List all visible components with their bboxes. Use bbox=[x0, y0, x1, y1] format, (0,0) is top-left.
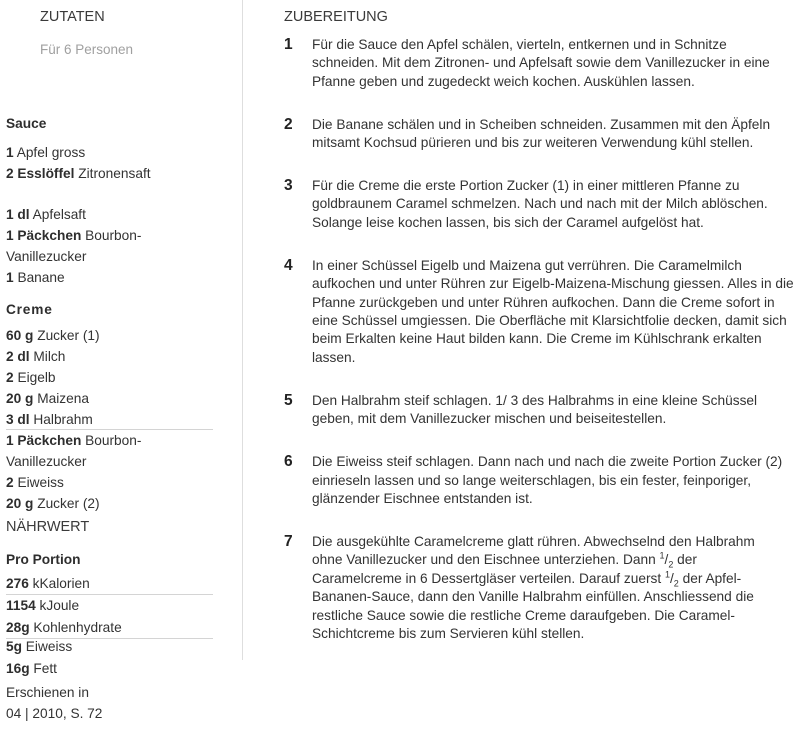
ingredient-amount: 60 g bbox=[6, 327, 34, 343]
ingredient-item bbox=[6, 472, 213, 493]
step-7 bbox=[284, 533, 798, 643]
ingredient-name: Bourbon-Vanillezucker bbox=[6, 432, 142, 469]
nutrition-title: NÄHRWERT bbox=[6, 518, 90, 535]
step-line: restliche Sauce sowie die restliche Creme daraufgeben. Die Caramel- bbox=[312, 607, 735, 623]
ingredient-amount: 3 dl bbox=[6, 411, 30, 427]
preparation-title: ZUBEREITUNG bbox=[284, 9, 388, 25]
step-line: goldbraunem Caramel schmelzen. Nach und nach mit der Milch ablöschen. bbox=[312, 196, 768, 212]
fraction-slash: / bbox=[664, 552, 669, 568]
step-line: Pfanne zurückgeben und unter Rühren aufkochen. Dann die Creme sofort in bbox=[312, 294, 775, 310]
step-6 bbox=[284, 453, 798, 508]
line-text: der Apfel- bbox=[678, 570, 742, 586]
step-4 bbox=[284, 257, 798, 367]
step-number: 6 bbox=[284, 453, 293, 471]
ingredients-title: ZUTATEN bbox=[40, 9, 105, 25]
ingredient-name: Apfel gross bbox=[16, 144, 86, 160]
ingredient-name: Eiweiss bbox=[17, 474, 64, 490]
preparation-steps bbox=[284, 36, 798, 668]
step-line: Pfanne geben und zugedeckt weich kochen. Auskühlen lassen. bbox=[312, 73, 695, 89]
ingredient-item bbox=[6, 388, 213, 409]
step-number: 1 bbox=[284, 35, 293, 53]
step-line: Bananen-Sauce, dann den Vanille Halbrahm einfüllen. Anschliessend die bbox=[312, 589, 754, 605]
ingredient-amount: 20 g bbox=[6, 390, 34, 406]
ingredient-name: Halbrahm bbox=[33, 411, 93, 427]
ingredient-item bbox=[6, 163, 213, 184]
step-number: 5 bbox=[284, 391, 293, 409]
nutrition-item bbox=[6, 636, 213, 658]
step-line bbox=[312, 551, 798, 569]
step-line bbox=[312, 570, 798, 588]
step-line: beim Erkalten keine Haut bilden kann. Die Creme im Kühlschrank erkalten bbox=[312, 331, 762, 347]
step-number: 4 bbox=[284, 256, 293, 274]
servings-label: Für 6 Personen bbox=[40, 42, 134, 57]
fraction-denominator: 2 bbox=[668, 560, 674, 571]
nutrition-value: 28g bbox=[6, 619, 30, 635]
ingredient-amount: 2 bbox=[6, 474, 14, 490]
line-text: der bbox=[673, 552, 697, 568]
step-line: Den Halbrahm steif schlagen. 1/ 3 des Halbrahms in eine kleine Schüssel bbox=[312, 392, 758, 408]
step-number: 3 bbox=[284, 177, 293, 195]
step-line: lassen. bbox=[312, 349, 356, 365]
group-title-creme: Creme bbox=[6, 301, 53, 317]
source-label: Erschienen in bbox=[6, 684, 89, 700]
nutrition-unit: kJoule bbox=[39, 597, 80, 613]
step-text bbox=[312, 116, 798, 153]
ingredient-item bbox=[6, 204, 213, 225]
nutrition-item bbox=[6, 595, 213, 617]
step-text bbox=[312, 177, 798, 232]
ingredient-name: Milch bbox=[33, 348, 66, 364]
step-1 bbox=[284, 36, 798, 91]
nutrition-value: 1154 bbox=[6, 597, 36, 613]
ingredient-name: Banane bbox=[17, 269, 65, 285]
fraction-numerator: 1 bbox=[659, 550, 665, 561]
step-2 bbox=[284, 116, 798, 153]
nutrition-value: 16g bbox=[6, 661, 30, 676]
ingredient-amount: 2 dl bbox=[6, 348, 30, 364]
nutrition-value: 5g bbox=[6, 639, 22, 654]
step-line: Die Banane schälen und in Scheiben schneiden. Zusammen mit den Äpfeln bbox=[312, 116, 771, 132]
step-text bbox=[312, 257, 798, 367]
step-5 bbox=[284, 392, 798, 429]
fraction-slash: / bbox=[669, 570, 674, 586]
ingredient-name: Zitronensaft bbox=[78, 165, 151, 181]
ingredient-item bbox=[6, 367, 213, 388]
nutrition-item bbox=[6, 658, 213, 680]
step-number: 2 bbox=[284, 115, 293, 133]
nutrition-unit: kKalorien bbox=[32, 575, 90, 591]
nutrition-unit: Kohlenhydrate bbox=[33, 619, 122, 635]
ingredient-name: Zucker (1) bbox=[37, 327, 100, 343]
step-line: Für die Creme die erste Portion Zucker (1) in einer mittleren Pfanne zu bbox=[312, 178, 740, 194]
ingredient-item bbox=[6, 325, 213, 346]
step-line: Solange leise kochen lassen, bis sich der Caramel aufgelöst hat. bbox=[312, 214, 704, 230]
step-line: Die Eiweiss steif schlagen. Dann nach und nach die zweite Portion Zucker (2) bbox=[312, 454, 783, 470]
source-issue: 04 | 2010, S. 72 bbox=[6, 705, 103, 721]
step-line: aufkochen und unter Rühren zur Eigelb-Maizena-Mischung giessen. Alles in die bbox=[312, 276, 794, 292]
step-text bbox=[312, 533, 798, 643]
fraction-numerator: 1 bbox=[664, 569, 670, 580]
ingredient-item bbox=[6, 493, 213, 514]
ingredient-amount: 1 bbox=[6, 144, 14, 160]
step-line: eine Schüssel umgiessen. Die Oberfläche mit Klarsichtfolie decken, damit sich bbox=[312, 313, 787, 329]
step-text bbox=[312, 453, 798, 508]
ingredients-list bbox=[6, 113, 213, 724]
step-line: Für die Sauce den Apfel schälen, vierteln, entkernen und in Schnitze bbox=[312, 36, 727, 52]
ingredient-name: Zucker (2) bbox=[37, 495, 100, 511]
line-text: Caramelcreme in 6 Dessertgläser verteilen. Darauf zuerst bbox=[312, 570, 665, 586]
fraction-denominator: 2 bbox=[673, 578, 679, 589]
step-text bbox=[312, 392, 798, 429]
nutrition-per-portion: Pro Portion bbox=[6, 551, 81, 567]
step-line: Die ausgekühlte Caramelcreme glatt rühren. Abwechselnd den Halbrahm bbox=[312, 534, 755, 550]
ingredient-amount: 1 Päckchen bbox=[6, 432, 82, 448]
step-line: In einer Schüssel Eigelb und Maizena gut verrühren. Die Caramelmilch bbox=[312, 257, 742, 273]
ingredient-name: Bourbon-Vanillezucker bbox=[6, 227, 142, 264]
ingredient-amount: 2 bbox=[6, 369, 14, 385]
step-line: Schichtcreme bis zum Servieren kühl stellen. bbox=[312, 626, 585, 642]
ingredient-amount: 2 Esslöffel bbox=[6, 165, 75, 181]
nutrition-item bbox=[6, 573, 213, 595]
step-line: glänzender Eischnee entstanden ist. bbox=[312, 491, 533, 507]
ingredient-name: Apfelsaft bbox=[32, 206, 86, 222]
ingredient-item bbox=[6, 225, 213, 267]
ingredient-item bbox=[6, 142, 213, 163]
ingredient-name: Eigelb bbox=[17, 369, 56, 385]
ingredient-item bbox=[6, 430, 213, 472]
nutrition-value: 276 bbox=[6, 575, 29, 591]
step-line: schneiden. Mit dem Zitronen- und Apfelsaft sowie dem Vanillezucker in eine bbox=[312, 55, 770, 71]
step-text bbox=[312, 36, 798, 91]
nutrition-unit: Fett bbox=[33, 661, 57, 676]
ingredient-item bbox=[6, 409, 213, 430]
step-line: einrieseln lassen und so lange weiterschlagen, bis ein fester, feinporiger, bbox=[312, 472, 752, 488]
ingredient-name: Maizena bbox=[37, 390, 89, 406]
ingredient-item bbox=[6, 346, 213, 367]
column-divider bbox=[242, 0, 243, 660]
ingredient-amount: 1 dl bbox=[6, 206, 30, 222]
ingredient-amount: 1 Päckchen bbox=[6, 227, 82, 243]
group-title-sauce: Sauce bbox=[6, 115, 47, 131]
step-3 bbox=[284, 177, 798, 232]
ingredient-amount: 20 g bbox=[6, 495, 34, 511]
line-text: ohne Vanillezucker und den Eischnee unterziehen. Dann bbox=[312, 552, 660, 568]
nutrition-unit: Eiweiss bbox=[25, 639, 73, 654]
step-number: 7 bbox=[284, 533, 293, 551]
step-line: mitsamt Kochsud pürieren und bis zur weiteren Verwendung kühl stellen. bbox=[312, 135, 754, 151]
step-line: geben, mit dem Vanillezucker mischen und beiseitestellen. bbox=[312, 411, 667, 427]
ingredient-amount: 1 bbox=[6, 269, 14, 285]
ingredient-item bbox=[6, 267, 213, 288]
